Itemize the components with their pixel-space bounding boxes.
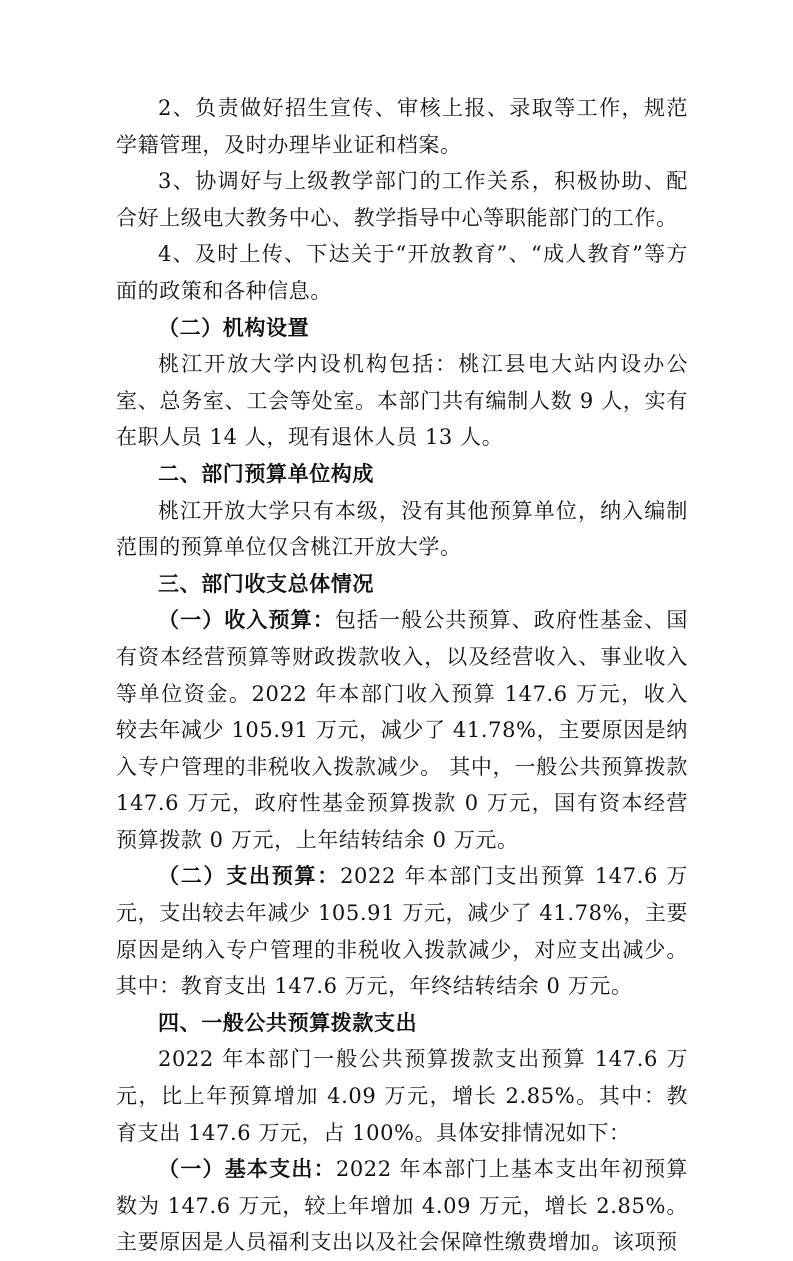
income-budget-label: （一）收入预算：: [158, 607, 335, 633]
heading-budget-units: 二、部门预算单位构成: [158, 460, 374, 486]
heading-income-expense-overview: 三、部门收支总体情况: [158, 570, 374, 596]
heading-organization: （二）机构设置: [158, 314, 310, 340]
heading-general-public-budget: 四、一般公共预算拨款支出: [158, 1009, 418, 1035]
paragraph-basic-expense: [116, 1151, 688, 1261]
income-budget-text: 包括一般公共预算、政府性基金、国有资本经营预算等财政拨款收入，以及经营收入、事业收入等单位资金。2022 年本部门收入预算 147.6 万元，收入较去年减少 105.91 万元，减少了 41.78%，主要原因是纳入专户管理的非税收入拨款减少。 其中，一般公共预算拨款 147.6 万元，政府性基金预算拨款 0 万元，国有资本经营预算拨款 0 万元，上年结转结余 0 万元。: [116, 608, 688, 852]
paragraph-organization: 桃江开放大学内设机构包括：桃江县电大站内设办公室、总务室、工会等处室。本部门共有编制人数 9 人，实有在职人员 14 人，现有退休人员 13 人。: [116, 352, 688, 450]
expense-budget-label: （二）支出预算：: [158, 863, 341, 889]
paragraph-duty-2: 2、负责做好招生宣传、审核上报、录取等工作，规范学籍管理，及时办理毕业证和档案。: [116, 96, 688, 157]
basic-expense-text: 2022 年本部门上基本支出年初预算数为 147.6 万元，较上年增加 4.09 万元，增长 2.85%。主要原因是人员福利支出以及社会保障性缴费增加。该项预: [116, 1157, 688, 1255]
basic-expense-label: （一）基本支出：: [158, 1156, 336, 1182]
paragraph-income-budget: [116, 602, 688, 858]
document-page: [116, 90, 688, 1261]
paragraph-general-public-budget: 2022 年本部门一般公共预算拨款支出预算 147.6 万元，比上年预算增加 4.09 万元，增长 2.85%。其中：教育支出 147.6 万元，占 100%。具体安排情况如下：: [116, 1047, 688, 1145]
expense-budget-text: 2022 年本部门支出预算 147.6 万元，支出较去年减少 105.91 万元，减少了 41.78%，主要原因是纳入专户管理的非税收入拨款减少，对应支出减少。其中：教育支出 147.6 万元，年终结转结余 0 万元。: [116, 864, 688, 999]
paragraph-duty-4: 4、及时上传、下达关于“开放教育”、“成人教育”等方面的政策和各种信息。: [116, 242, 688, 303]
paragraph-expense-budget: [116, 858, 688, 1004]
paragraph-duty-3: 3、协调好与上级教学部门的工作关系，积极协助、配合好上级电大教务中心、教学指导中心等职能部门的工作。: [116, 169, 688, 230]
paragraph-budget-units: 桃江开放大学只有本级，没有其他预算单位，纳入编制范围的预算单位仅含桃江开放大学。: [116, 498, 688, 560]
